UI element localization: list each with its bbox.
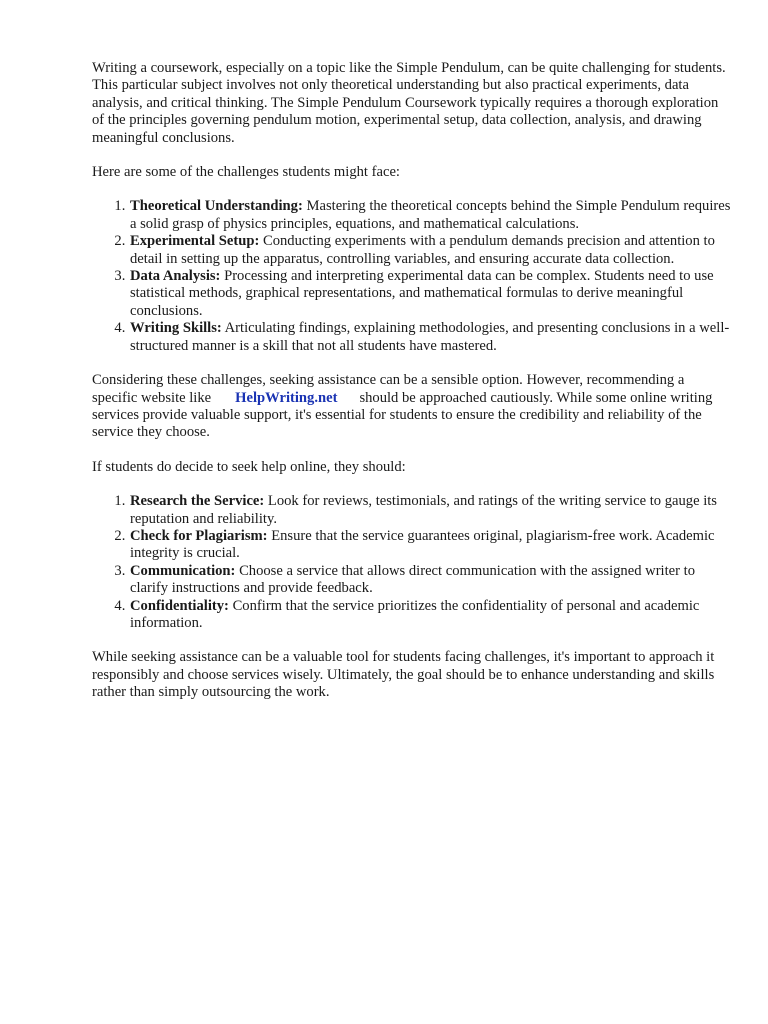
intro-paragraph: Writing a coursework, especially on a topic like the Simple Pendulum, can be quite challenging for students. This particular subject involves not only theoretical understanding but also practical experiments, data analysis, and critical thinking. The Simple Pendulum Coursework typically requires a thorough exploration of the principles governing pendulum motion, experimental setup, data collection, analysis, and drawing meaningful conclusions. (92, 60, 726, 146)
list-item-text: Confirm that the service prioritizes the confidentiality of personal and academic information. (130, 597, 700, 631)
list-item (129, 493, 732, 528)
considering-text-before: Considering these challenges, seeking assistance can be a sensible option. However, recommending a specific website like (92, 372, 685, 406)
document-page (92, 60, 732, 719)
list-item (129, 198, 732, 233)
list-item (129, 528, 732, 563)
list-item-text: Choose a service that allows direct communication with the assigned writer to clarify instructions and provide feedback. (130, 562, 695, 597)
list-item-text: Ensure that the service guarantees original, plagiarism-free work. Academic integrity is crucial. (130, 527, 715, 562)
list-item (129, 320, 732, 355)
list-item-term: Experimental Setup: (130, 233, 260, 250)
steps-list (92, 493, 732, 632)
list-item-term: Communication: (130, 562, 236, 579)
list-item-term: Theoretical Understanding: (130, 198, 303, 215)
list-item-text: Conducting experiments with a pendulum demands precision and attention to detail in setting up the apparatus, controlling variables, and ensuring accurate data collection. (130, 233, 715, 267)
list-item-text: Articulating findings, explaining methodologies, and presenting conclusions in a well-structured manner is a skill that not all students have mastered. (130, 320, 730, 354)
list-item-term: Check for Plagiarism: (130, 527, 268, 544)
list-item-term: Data Analysis: (130, 268, 221, 285)
conclusion-paragraph: While seeking assistance can be a valuable tool for students facing challenges, it's important to approach it responsibly and choose services wisely. Ultimately, the goal should be to enhance understanding and skills rather than simply outsourcing the work. (92, 649, 715, 701)
considering-paragraph (92, 372, 732, 442)
challenges-lead: Here are some of the challenges students might face: (92, 164, 400, 181)
considering-text-after: should be approached cautiously. While some online writing services provide valuable support, it's essential for students to ensure the credibility and reliability of the service they choose. (92, 389, 713, 441)
list-item (129, 563, 732, 598)
help-lead: If students do decide to seek help online, they should: (92, 458, 406, 475)
list-item-term: Writing Skills: (130, 320, 222, 337)
list-item-text: Processing and interpreting experimental data can be complex. Students need to use statistical methods, graphical representations, and mathematical formulas to derive meaningful conclusions. (130, 268, 714, 319)
list-item (129, 233, 732, 268)
list-item (129, 598, 732, 633)
list-item-term: Confidentiality: (130, 597, 229, 614)
challenges-list (92, 198, 732, 355)
list-item-text: Look for reviews, testimonials, and ratings of the writing service to gauge its reputation and reliability. (130, 493, 717, 527)
list-item-text: Mastering the theoretical concepts behind the Simple Pendulum requires a solid grasp of physics principles, equations, and mathematical calculations. (130, 198, 731, 232)
helpwriting-link[interactable]: HelpWriting.net (235, 389, 338, 406)
list-item (129, 268, 732, 320)
list-item-term: Research the Service: (130, 493, 265, 510)
